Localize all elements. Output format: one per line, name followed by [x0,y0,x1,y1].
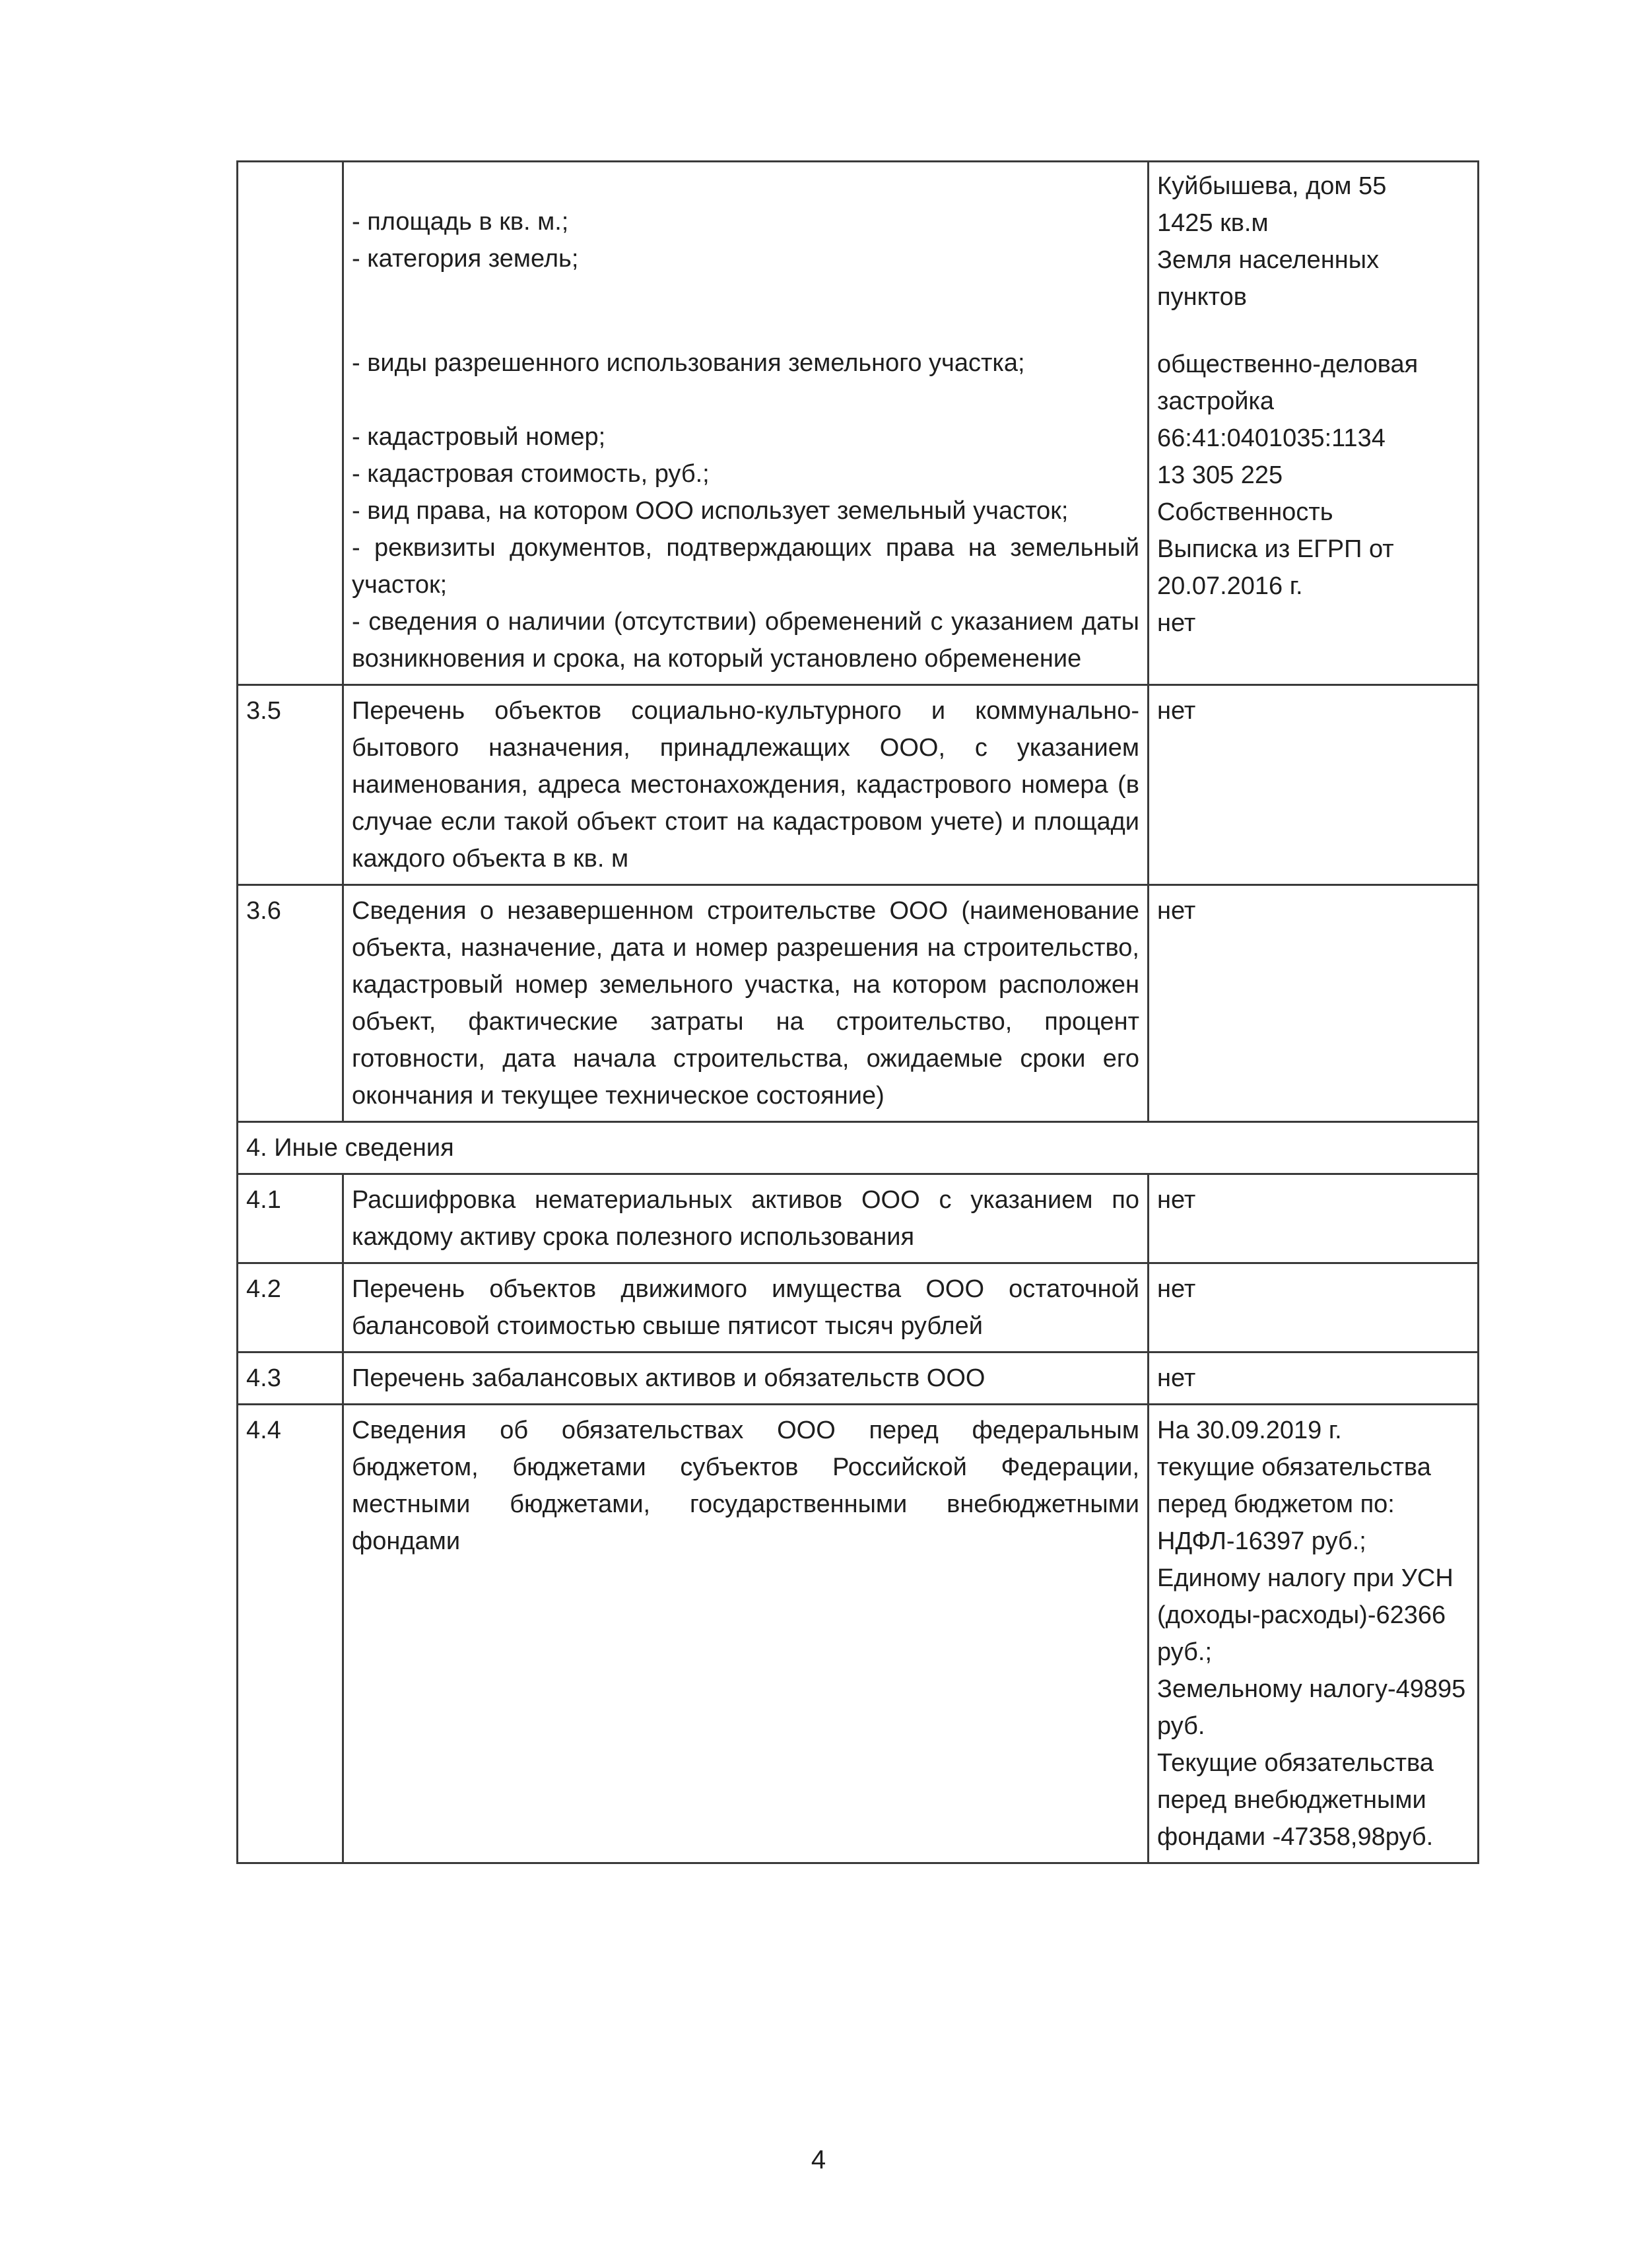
row-value: нет [1149,1263,1479,1352]
row-description: Перечень забалансовых активов и обязательств ООО [343,1352,1149,1405]
property-info-table [236,160,1479,1864]
row-number: 4.1 [238,1174,343,1263]
row-value-obligations [1149,1405,1479,1863]
value-cadastral-value: 13 305 225 [1157,461,1283,489]
row-number: 4.4 [238,1405,343,1863]
field-land-category: - категория земель; [352,245,579,273]
obligations-date: На 30.09.2019 г. [1157,1417,1342,1444]
row-value: нет [1149,885,1479,1122]
section-4-title: 4. Иные сведения [238,1122,1479,1174]
field-cadastral-value: - кадастровая стоимость, руб.; [352,460,710,488]
field-title-documents: - реквизиты документов, подтверждающих права на земельный участок; [352,534,1139,599]
obligations-usn: Единому налогу при УСН (доходы-расходы)-62366 руб.; [1157,1564,1453,1666]
row-description: Перечень объектов социально-культурного и коммунально-бытового назначения, принадлежащих ООО, с указанием наименования, адреса местонахождения, кадастрового номера (в случае если такой объект стоит на кадастровом учете) и площади каждого объекта в кв. м [343,685,1149,885]
value-address: Куйбышева, дом 55 [1157,172,1387,200]
obligations-ndfl: НДФЛ-16397 руб.; [1157,1527,1366,1555]
field-encumbrances: - сведения о наличии (отсутствии) обременений с указанием даты возникновения и срока, на который установлено обременение [352,608,1139,673]
row-description: Расшифровка нематериальных активов ООО с указанием по каждому активу срока полезного использования [343,1174,1149,1263]
section-header-row [238,1122,1479,1174]
table-row-4-1 [238,1174,1479,1263]
table-row-4-2 [238,1263,1479,1352]
row-value: нет [1149,1352,1479,1405]
row-number: 4.2 [238,1263,343,1352]
row-number: 3.5 [238,685,343,885]
value-permitted-use: общественно-деловая застройка [1157,350,1419,415]
obligations-land-tax: Земельному налогу-49895 руб. [1157,1675,1466,1740]
row-value: нет [1149,685,1479,885]
table-row-4-3 [238,1352,1479,1405]
value-encumbrances: нет [1157,609,1196,637]
value-title-documents: Выписка из ЕГРП от 20.07.2016 г. [1157,535,1394,600]
row-description: Перечень объектов движимого имущества ООО остаточной балансовой стоимостью свыше пятисот тысяч рублей [343,1263,1149,1352]
value-land-category: Земля населенных пунктов [1157,246,1380,311]
value-cadastral-number: 66:41:0401035:1134 [1157,424,1386,452]
land-plot-fields-cell [343,162,1149,685]
land-plot-values-cell [1149,162,1479,685]
table-row-4-4 [238,1405,1479,1863]
table-row-3-5 [238,685,1479,885]
row-value: нет [1149,1174,1479,1263]
table-row-3-6 [238,885,1479,1122]
value-right-type: Собственность [1157,498,1333,526]
row-description: Сведения об обязательствах ООО перед федеральным бюджетом, бюджетами субъектов Российской Федерации, местными бюджетами, государственными внебюджетными фондами [343,1405,1149,1863]
row-number: 4.3 [238,1352,343,1405]
row-number-cell [238,162,343,685]
table-row-land-plot-continued [238,162,1479,685]
row-description: Сведения о незавершенном строительстве ООО (наименование объекта, назначение, дата и номер разрешения на строительство, кадастровый номер земельного участка, на котором расположен объект, фактические затраты на строительство, процент готовности, дата начала строительства, ожидаемые сроки его окончания и текущее техническое состояние) [343,885,1149,1122]
field-right-type: - вид права, на котором ООО использует земельный участок; [352,497,1069,525]
field-cadastral-number: - кадастровый номер; [352,423,606,451]
value-area: 1425 кв.м [1157,209,1269,237]
page-number: 4 [811,2145,826,2174]
row-number: 3.6 [238,885,343,1122]
field-area: - площадь в кв. м.; [352,208,569,236]
obligations-budget-header: текущие обязательства перед бюджетом по: [1157,1453,1431,1518]
obligations-extrabudgetary: Текущие обязательства перед внебюджетными фондами -47358,98руб. [1157,1749,1434,1851]
field-permitted-use: - виды разрешенного использования земельного участка; [352,349,1025,377]
